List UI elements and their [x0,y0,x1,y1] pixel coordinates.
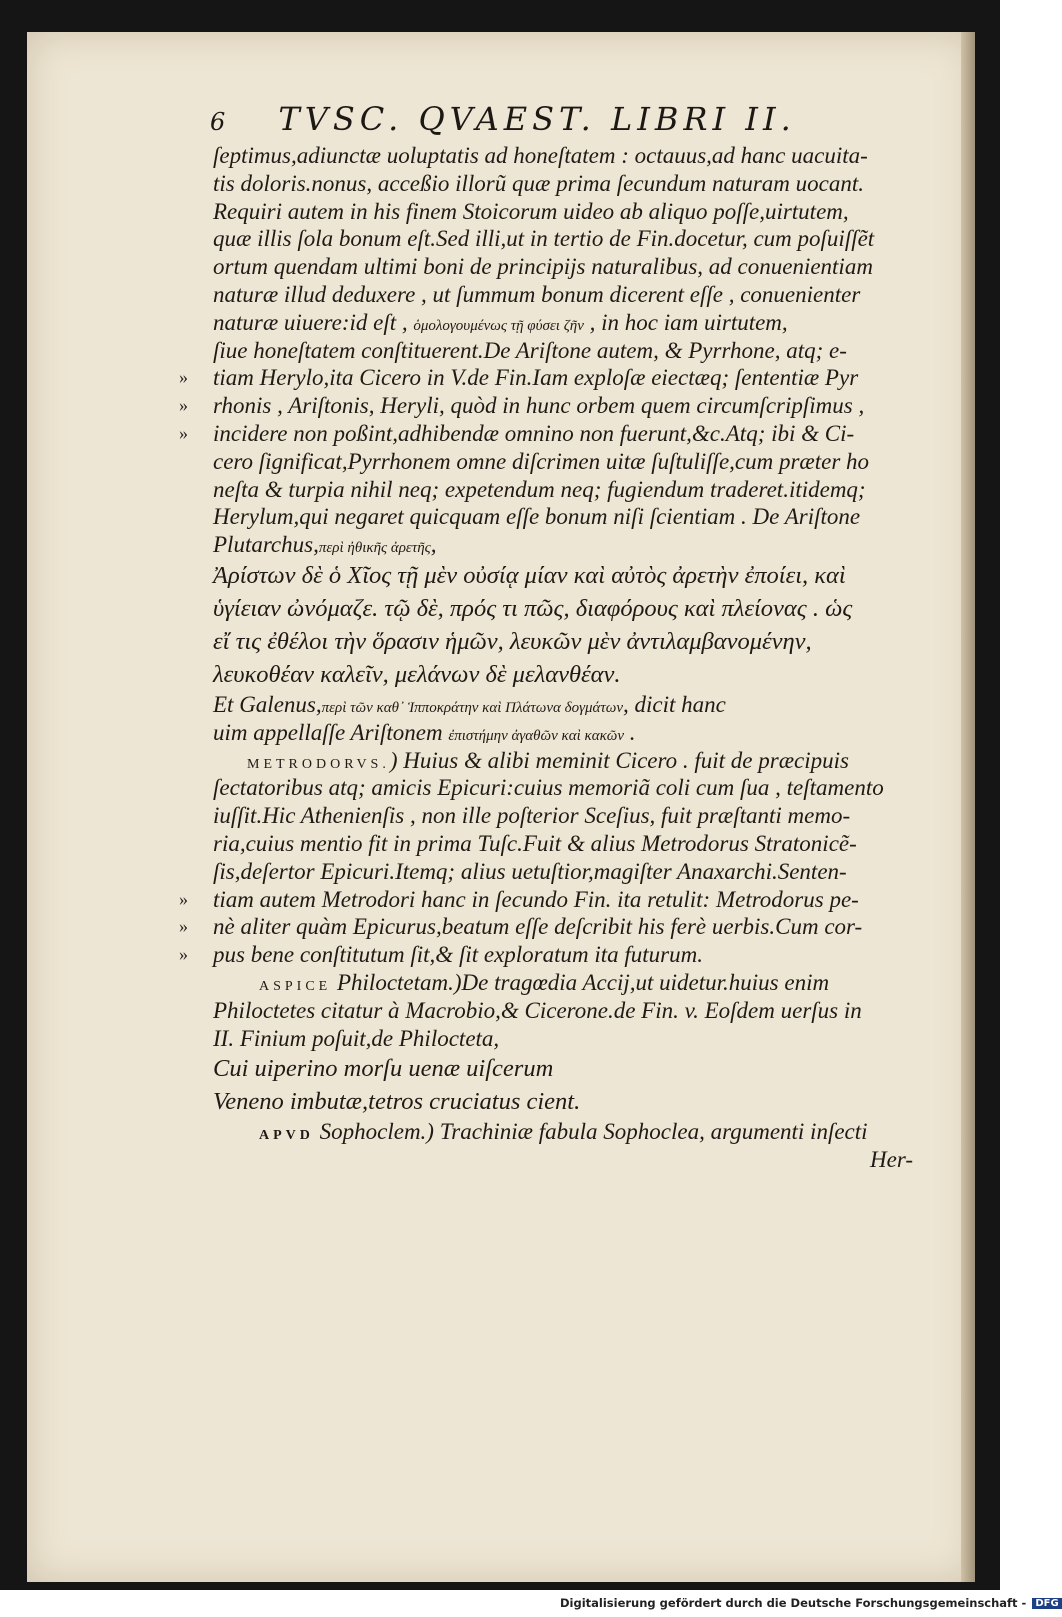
text-segment: neſta & turpia nihil neq; expetendum neq; fugiendum traderet.itidemq; [213,476,866,502]
text-line [213,658,913,691]
text-line [213,476,913,504]
text-line [179,941,913,969]
text-segment: Ἀρίστων δὲ ὁ Χῖος τῇ μὲν οὐσίᾳ μίαν καὶ αὐτὸς ἀρετὴν ἐποίει, καὶ [213,561,846,589]
text-line [213,198,913,226]
text-line [213,170,913,198]
text-line [213,592,913,625]
text-line [213,142,913,170]
text-block [179,142,913,1174]
text-segment: , in hoc iam uirtutem, [583,309,788,335]
text-segment: ſeptimus,adiunctæ uoluptatis ad honeſtatem : octauus,ad hanc uacuita- [213,143,868,168]
text-segment: pus bene conſtitutum ſit,& ſit exploratum ita futurum. [213,942,703,968]
quote-marker: » [179,944,188,965]
text-segment: Sophoclem.) Trachiniæ fabula Sophoclea, argumenti inſecti [313,1119,868,1145]
text-segment: Her- [870,1147,913,1173]
text-line [213,337,913,365]
text-line [213,309,913,337]
text-segment: Et Galenus, [213,691,322,717]
text-line [213,969,913,997]
text-line [179,392,913,420]
text-segment: ortum quendam ultimi boni de principijs naturalibus, ad conuenientiam [213,254,873,280]
page-edge [961,32,975,1582]
text-line [213,719,913,747]
text-segment: Philoctetam.)De tragœdia Accij,ut uidetur.huius enim [331,969,830,995]
footer-text: Digitalisierung gefördert durch die Deutsche Forschungsgemeinschaft - [560,1596,1027,1610]
text-line [179,913,913,941]
text-segment: εἴ τις ἐθέλοι τὴν ὅρασιν ἡμῶν, λευκῶν μὲν ἀντιλαμβανομένην, [213,627,812,655]
text-line [179,364,913,392]
running-head [210,100,860,138]
text-line [213,691,913,719]
text-segment: naturæ illud deduxere , ut ſummum bonum dicerent eſſe , conuenienter [213,281,861,307]
text-line [213,531,913,559]
text-line [213,448,913,476]
text-segment: Herylum,qui negaret quicquam eſſe bonum niſi ſcientiam . De Ariſtone [213,504,861,530]
text-segment: rhonis , Ariſtonis, Heryli, quòd in hunc orbem quem circumſcripſimus , [213,393,865,419]
greek-text: περὶ ἠθικῆς ἀρετῆς [318,540,431,557]
text-segment: Philoctetes citatur à Macrobio,& Cicerone.de Fin. v. Eoſdem uerſus in [213,997,862,1023]
text-line [213,1118,913,1146]
text-segment: tis doloris.nonus, acceßio illorũ quæ prima ſecundum naturam uocant. [213,170,865,196]
text-segment: ) Huius & alibi meminit Cicero . fuit de præcipuis [389,747,849,773]
quote-marker: » [179,888,188,909]
text-segment: tiam Herylo,ita Cicero in V.de Fin.Iam exploſæ eiectæq; ſententiæ Pyr [213,365,859,391]
page-title: TVSC. QVAEST. LIBRI II. [278,100,796,138]
footer-credit [560,1596,1059,1610]
text-line [213,281,913,309]
text-line [179,420,913,448]
text-segment: Requiri autem in his finem Stoicorum uideo ab aliquo poſſe,uirtutem, [213,198,849,224]
text-segment: incidere non poßint,adhibendæ omnino non fuerunt,&c.Atq; ibi & Ci- [213,420,855,446]
text-segment: uim appellaſſe Ariſtonem [213,719,449,745]
greek-text: ὁμολογουμένως τῇ φύσει ζῆν [413,317,584,334]
text-segment: Cui uiperino morſu uenæ uiſcerum [213,1055,554,1083]
text-segment: APVD [259,1128,314,1144]
text-segment: ὑγίειαν ὠνόμαζε. τῷ δὲ, πρός τι πῶς, διαφόρους καὶ πλείονας . ὡς [213,594,853,622]
text-segment: quæ illis ſola bonum eſt.Sed illi,ut in tertio de Fin.docetur, cum poſuiſſẽt [213,226,875,252]
text-line [213,997,913,1025]
text-segment: ſectatoribus atq; amicis Epicuri:cuius memoriã coli cum ſua , teſtamento [213,775,884,801]
text-segment: II. Finium poſuit,de Philocteta, [213,1025,500,1051]
text-line [213,1146,913,1174]
text-line [213,774,913,802]
greek-text: ἐπιστήμην ἀγαθῶν καὶ κακῶν [448,727,625,744]
text-segment: , [430,532,437,558]
text-line [179,886,913,914]
text-segment: METRODORVS. [247,756,390,772]
text-segment: , dicit hanc [623,691,726,717]
text-line [213,1052,913,1085]
text-line [213,625,913,658]
quote-marker: » [179,422,188,443]
text-line [213,1085,913,1118]
text-line [213,1025,913,1053]
text-segment: naturæ uiuere:id eſt , [213,309,414,335]
text-line [213,858,913,886]
text-segment: tiam autem Metrodori hanc in ſecundo Fin. ita retulit: Metrodorus pe- [213,886,859,912]
text-segment: . [624,719,636,745]
text-line [213,830,913,858]
text-line [213,253,913,281]
text-segment: ASPICE [259,978,332,994]
text-segment: nè aliter quàm Epicurus,beatum eſſe deſcribit his ferè uerbis.Cum cor- [213,914,863,940]
text-line [213,503,913,531]
text-segment: Plutarchus, [213,532,319,558]
text-line [213,747,913,775]
text-line [213,802,913,830]
text-segment: Veneno imbutæ,tetros cruciatus cient. [213,1088,581,1116]
text-segment: ria,cuius mentio fit in prima Tuſc.Fuit & alius Metrodorus Stratonicẽ- [213,830,857,856]
text-segment: cero ſignificat,Pyrrhonem omne diſcrimen uitæ ſuſtuliſſe,cum præter ho [213,448,870,474]
text-line [213,225,913,253]
page-number: 6 [210,108,226,136]
quote-marker: » [179,367,188,388]
dfg-logo: DFG [1032,1598,1061,1609]
text-segment: iuſſit.Hic Athenienſis , non ille poſterior Sceſius, fuit præſtanti memo- [213,803,851,829]
text-line [213,559,913,592]
text-segment: λευκοθέαν καλεῖν, μελάνων δὲ μελανθέαν. [213,660,621,688]
greek-text: περὶ τῶν καθ᾽ Ἱπποκράτην καὶ Πλάτωνα δογμάτων [321,699,624,716]
text-segment: ſiue honeſtatem conſtituerent.De Ariſtone autem, & Pyrrhone, atq; e- [213,337,847,363]
quote-marker: » [179,916,188,937]
quote-marker: » [179,395,188,416]
text-segment: ſis,deſertor Epicuri.Itemq; alius uetuſtior,magiſter Anaxarchi.Senten- [213,858,847,884]
